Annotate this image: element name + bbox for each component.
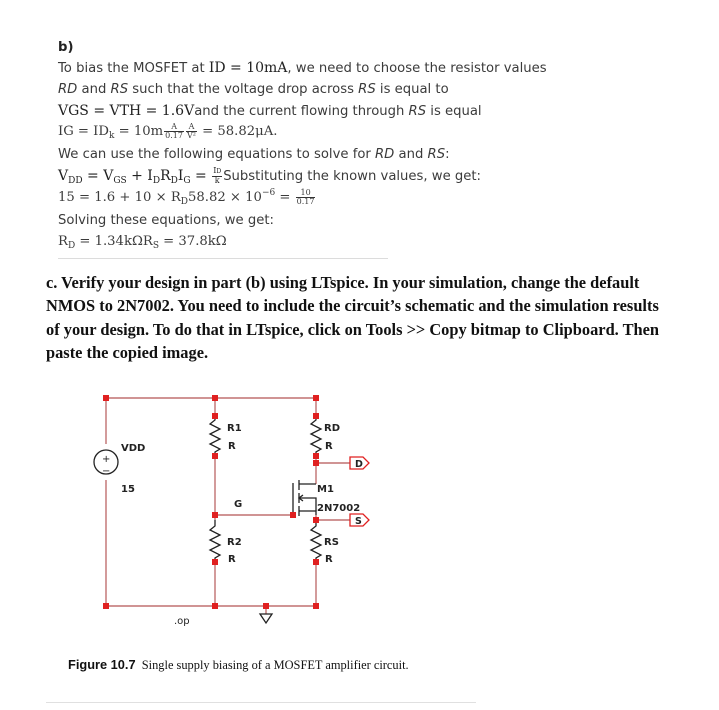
text: To bias the MOSFET at: [58, 61, 209, 76]
math: 58.82 × 10: [187, 190, 262, 205]
frac-num: I: [213, 166, 217, 175]
caption-label: Figure 10.7: [68, 657, 136, 672]
answer-line-3: [58, 103, 482, 119]
math: R: [58, 234, 68, 249]
math: = 37.8kΩ: [158, 234, 227, 249]
node: [290, 512, 296, 518]
node: [263, 603, 269, 609]
node: [313, 413, 319, 419]
node: [212, 603, 218, 609]
fraction: [296, 189, 316, 206]
node: [313, 559, 319, 565]
nodes: [103, 395, 319, 609]
caption-text: Single supply biasing of a MOSFET amplifier circuit.: [141, 658, 409, 672]
math-sub: D: [180, 197, 188, 207]
text: and: [77, 82, 111, 97]
node: [103, 603, 109, 609]
plus-sign: +: [102, 454, 111, 465]
answer-line-4: [58, 123, 277, 141]
rs-value: R: [325, 554, 333, 565]
math-sub: S: [152, 241, 159, 251]
node: [103, 395, 109, 401]
text: Substituting the known values, we get:: [223, 169, 481, 184]
var-rs: RS: [110, 82, 129, 97]
r2-value: R: [228, 554, 236, 565]
drain-port-label: D: [355, 459, 363, 470]
math-sub: D: [170, 176, 178, 186]
text: and: [394, 147, 428, 162]
math-vgs: VGS = VTH = 1.6V: [58, 103, 195, 119]
question-text: c. Verify your design in part (b) using LTspice. In your simulation, change the default NMOS to 2N7002. You need to include the circuit’s schematic and the simulation results of your design. To do that in LTspice, click on Tools >> Copy bitmap to Clipboard. Then paste the copied image.: [46, 273, 660, 362]
answer-line-8: Solving these equations, we get:: [58, 213, 274, 228]
fraction: [212, 167, 222, 185]
math: =: [275, 190, 295, 205]
var-rd: RD: [375, 147, 395, 162]
resistor-r1: [210, 416, 220, 456]
text: is equal: [426, 104, 482, 119]
node: [212, 512, 218, 518]
vdd-label: VDD: [121, 443, 146, 454]
frac-num: A: [186, 123, 197, 132]
node: [313, 517, 319, 523]
answer-line-2: [58, 82, 449, 97]
math-sub: D: [67, 241, 76, 251]
math: R: [160, 168, 171, 184]
ground-symbol: [260, 614, 272, 623]
math-sub: G: [183, 176, 191, 186]
fraction: [164, 123, 184, 140]
math-sub: GS: [113, 176, 127, 186]
op-directive: .op: [174, 616, 190, 627]
source-port-label: S: [355, 516, 362, 527]
resistor-rs: [311, 520, 321, 562]
divider: [58, 258, 388, 259]
answer-label: b): [58, 40, 74, 55]
rs-name: RS: [324, 537, 339, 548]
text: :: [445, 147, 450, 162]
math: = 10m: [114, 124, 164, 139]
text: and the current flowing through: [194, 104, 409, 119]
math: IG = ID: [58, 124, 109, 139]
answer-line-6: [58, 167, 481, 186]
math-sub: k: [108, 131, 115, 141]
math: = 1.34kΩR: [75, 234, 153, 249]
node: [212, 413, 218, 419]
mosfet-model: 2N7002: [317, 503, 361, 514]
resistor-r2: [210, 520, 220, 562]
node: [212, 559, 218, 565]
math: + I: [126, 168, 153, 184]
resistor-rd: [311, 416, 321, 456]
answer-line-1: [58, 60, 547, 76]
node: [313, 453, 319, 459]
math: I: [177, 168, 184, 184]
voltage-source-symbol: [94, 450, 118, 477]
text: is equal to: [375, 82, 449, 97]
answer-line-9: [58, 234, 227, 251]
minus-sign: −: [102, 466, 111, 477]
node: [212, 395, 218, 401]
r1-value: R: [228, 441, 236, 452]
frac-den: V²: [186, 131, 196, 140]
text: We can use the following equations to solve for: [58, 147, 376, 162]
mosfet-symbol: [293, 480, 316, 516]
rd-name: RD: [324, 423, 341, 434]
divider: [46, 702, 476, 703]
var-rs: RS: [427, 147, 446, 162]
var-rs: RS: [408, 104, 427, 119]
node: [313, 395, 319, 401]
frac-num: A: [164, 123, 184, 132]
frac-num: 10: [296, 189, 316, 198]
text: , we need to choose the resistor values: [287, 61, 547, 76]
frac-num-sub: D: [216, 168, 222, 175]
node: [212, 453, 218, 459]
text: such that the voltage drop across: [128, 82, 359, 97]
math-id: ID = 10mA: [208, 60, 288, 76]
mosfet-name: M1: [317, 484, 334, 495]
labels: [121, 423, 360, 627]
math: 15 = 1.6 + 10 × R: [58, 190, 181, 205]
math-sub: D: [152, 176, 161, 186]
math: = V: [82, 168, 114, 184]
frac-den: 0.17: [165, 131, 183, 140]
frac-den: 0.17: [296, 197, 315, 206]
figure-caption: [68, 657, 409, 673]
math: =: [190, 168, 212, 184]
math: = 58.82μA.: [197, 124, 278, 139]
vdd-value: 15: [121, 484, 135, 495]
var-rs: RS: [358, 82, 376, 97]
math-sup: −6: [261, 188, 276, 198]
node: [313, 460, 319, 466]
r2-name: R2: [227, 537, 242, 548]
r1-name: R1: [227, 423, 242, 434]
answer-line-7: [58, 188, 316, 207]
fraction: [186, 123, 197, 140]
node: [313, 603, 319, 609]
var-rd: RD: [58, 82, 78, 97]
frac-den: k: [214, 176, 220, 185]
math-sub: DD: [68, 176, 83, 186]
circuit-schematic: [60, 380, 460, 640]
math: V: [58, 168, 69, 184]
answer-line-5: [58, 147, 450, 162]
rd-value: R: [325, 441, 333, 452]
gate-label: G: [234, 499, 243, 510]
